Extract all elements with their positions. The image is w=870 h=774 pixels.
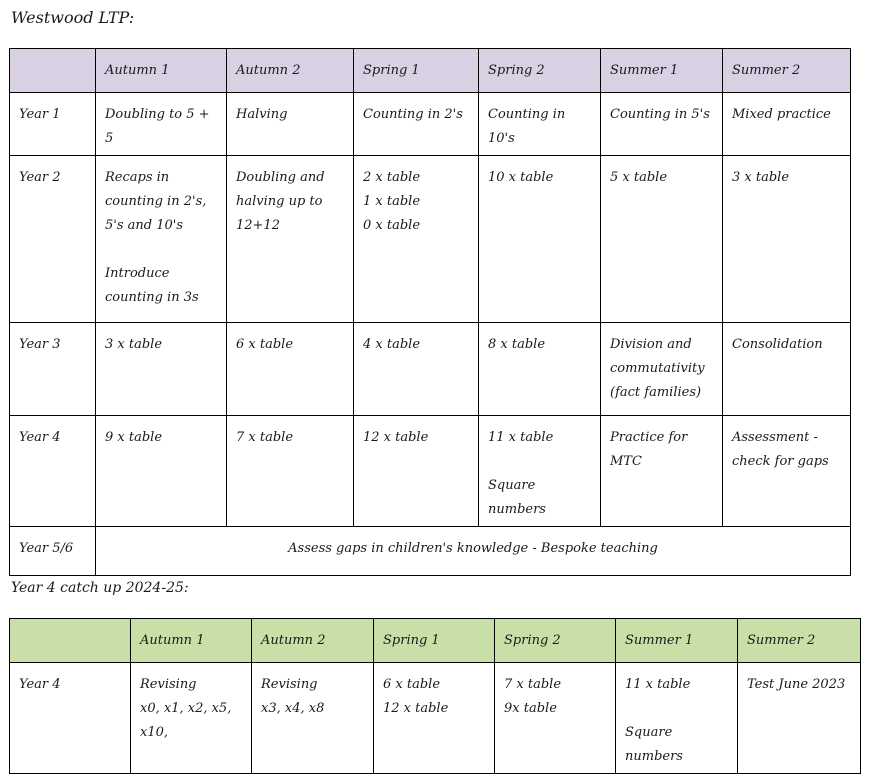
cell-line: 12 x table: [383, 701, 449, 716]
cell-line: 1 x table: [363, 194, 421, 209]
term-cell: [354, 323, 479, 416]
cell-line: Square numbers: [625, 725, 683, 764]
catchup-table: [9, 618, 861, 774]
cell-line: Revising: [261, 677, 318, 692]
cell-line: Test June 2023: [747, 677, 846, 692]
header-cell: [131, 619, 252, 663]
cell-line: Assessment -: [732, 430, 818, 445]
term-cell: [479, 416, 601, 527]
cell-line: [625, 697, 728, 721]
table-row: [10, 527, 851, 576]
table-row: [10, 416, 851, 527]
header-cell: [10, 49, 96, 93]
cell-line: Year 5/6: [19, 541, 74, 556]
cell-line: check for gaps: [732, 454, 829, 469]
cell-line: Autumn 2: [261, 633, 326, 648]
term-cell: [738, 663, 861, 774]
cell-line: Year 4: [19, 677, 61, 692]
cell-line: Counting in 2's: [363, 107, 463, 122]
term-cell: [374, 663, 495, 774]
table-row: [10, 93, 851, 156]
cell-line: Counting in 5's: [610, 107, 710, 122]
term-cell: [227, 323, 354, 416]
ltp-table: [9, 48, 851, 576]
cell-line: Year 4: [19, 430, 61, 445]
year-cell: [10, 93, 96, 156]
cell-line: 11 x table: [488, 430, 554, 445]
cell-line: [105, 238, 217, 262]
cell-line: 7 x table: [236, 430, 294, 445]
term-cell: [96, 156, 227, 323]
term-cell: [479, 156, 601, 323]
catchup-title: Year 4 catch up 2024-25:: [11, 580, 189, 596]
cell-line: Division and: [610, 337, 692, 352]
cell-line: Autumn 1: [140, 633, 205, 648]
cell-line: 11 x table: [625, 677, 691, 692]
cell-line: Summer 1: [625, 633, 694, 648]
cell-line: 5's and 10's: [105, 218, 184, 233]
term-cell: [616, 663, 738, 774]
year-cell: [10, 663, 131, 774]
page-title: Westwood LTP:: [11, 8, 135, 27]
cell-line: 10 x table: [488, 170, 554, 185]
cell-line: Autumn 2: [236, 63, 301, 78]
year-cell: [10, 156, 96, 323]
cell-line: halving up to: [236, 194, 323, 209]
year-cell: [10, 323, 96, 416]
cell-line: 3 x table: [732, 170, 790, 185]
cell-line: x0, x1, x2, x5,: [140, 701, 232, 716]
cell-line: Introduce: [105, 266, 170, 281]
header-cell: [252, 619, 374, 663]
cell-line: Autumn 1: [105, 63, 170, 78]
cell-line: Consolidation: [732, 337, 823, 352]
cell-line: Halving: [236, 107, 288, 122]
cell-line: 12 x table: [363, 430, 429, 445]
cell-line: Recaps in: [105, 170, 170, 185]
cell-line: 8 x table: [488, 337, 546, 352]
year-cell: [10, 527, 96, 576]
header-cell: [601, 49, 723, 93]
cell-line: 6 x table: [383, 677, 441, 692]
term-cell: [354, 416, 479, 527]
cell-line: 6 x table: [236, 337, 294, 352]
cell-line: Practice for: [610, 430, 688, 445]
cell-line: Counting in 10's: [488, 107, 566, 146]
header-cell: [495, 619, 616, 663]
cell-line: 5 x table: [610, 170, 668, 185]
term-cell: [723, 93, 851, 156]
cell-line: 9 x table: [105, 430, 163, 445]
term-cell: [227, 156, 354, 323]
term-cell: [252, 663, 374, 774]
cell-line: MTC: [610, 454, 642, 469]
cell-line: 0 x table: [363, 218, 421, 233]
cell-line: 12+12: [236, 218, 280, 233]
ltp-header-row: [10, 49, 851, 93]
cell-line: x10,: [140, 725, 169, 740]
term-cell: [601, 323, 723, 416]
cell-line: 3 x table: [105, 337, 163, 352]
header-cell: [10, 619, 131, 663]
bespoke-teaching-cell: [96, 527, 851, 576]
cell-line: counting in 2's,: [105, 194, 207, 209]
cell-line: 7 x table: [504, 677, 562, 692]
header-cell: [374, 619, 495, 663]
term-cell: [131, 663, 252, 774]
term-cell: [601, 93, 723, 156]
term-cell: [723, 156, 851, 323]
header-cell: [616, 619, 738, 663]
term-cell: [601, 156, 723, 323]
term-cell: [354, 156, 479, 323]
year-cell: [10, 416, 96, 527]
cell-line: counting in 3s: [105, 290, 199, 305]
term-cell: [96, 323, 227, 416]
term-cell: [227, 416, 354, 527]
term-cell: [495, 663, 616, 774]
cell-line: Summer 2: [732, 63, 801, 78]
cell-line: [19, 629, 121, 653]
cell-line: Year 1: [19, 107, 61, 122]
catchup-header-row: [10, 619, 861, 663]
cell-line: [19, 59, 86, 83]
cell-line: Year 2: [19, 170, 61, 185]
header-cell: [96, 49, 227, 93]
cell-line: 9x table: [504, 701, 557, 716]
term-cell: [723, 323, 851, 416]
cell-line: Spring 1: [363, 63, 420, 78]
cell-line: Square numbers: [488, 478, 546, 517]
cell-line: Assess gaps in children's knowledge - Bespoke teaching: [288, 541, 658, 556]
header-cell: [227, 49, 354, 93]
cell-line: Spring 2: [504, 633, 561, 648]
cell-line: 2 x table: [363, 170, 421, 185]
cell-line: [488, 450, 591, 474]
header-cell: [723, 49, 851, 93]
cell-line: Doubling to 5 + 5: [105, 107, 210, 146]
cell-line: Spring 2: [488, 63, 545, 78]
table-row: [10, 156, 851, 323]
term-cell: [354, 93, 479, 156]
cell-line: Spring 1: [383, 633, 440, 648]
cell-line: Revising: [140, 677, 197, 692]
term-cell: [479, 93, 601, 156]
cell-line: 4 x table: [363, 337, 421, 352]
term-cell: [227, 93, 354, 156]
term-cell: [96, 416, 227, 527]
cell-line: Summer 2: [747, 633, 816, 648]
cell-line: Summer 1: [610, 63, 679, 78]
term-cell: [601, 416, 723, 527]
header-cell: [354, 49, 479, 93]
header-cell: [479, 49, 601, 93]
cell-line: Year 3: [19, 337, 61, 352]
cell-line: x3, x4, x8: [261, 701, 325, 716]
cell-line: Mixed practice: [732, 107, 831, 122]
cell-line: Doubling and: [236, 170, 325, 185]
term-cell: [96, 93, 227, 156]
table-row: [10, 663, 861, 774]
cell-line: commutativity: [610, 361, 705, 376]
table-row: [10, 323, 851, 416]
term-cell: [723, 416, 851, 527]
term-cell: [479, 323, 601, 416]
cell-line: (fact families): [610, 385, 702, 400]
header-cell: [738, 619, 861, 663]
